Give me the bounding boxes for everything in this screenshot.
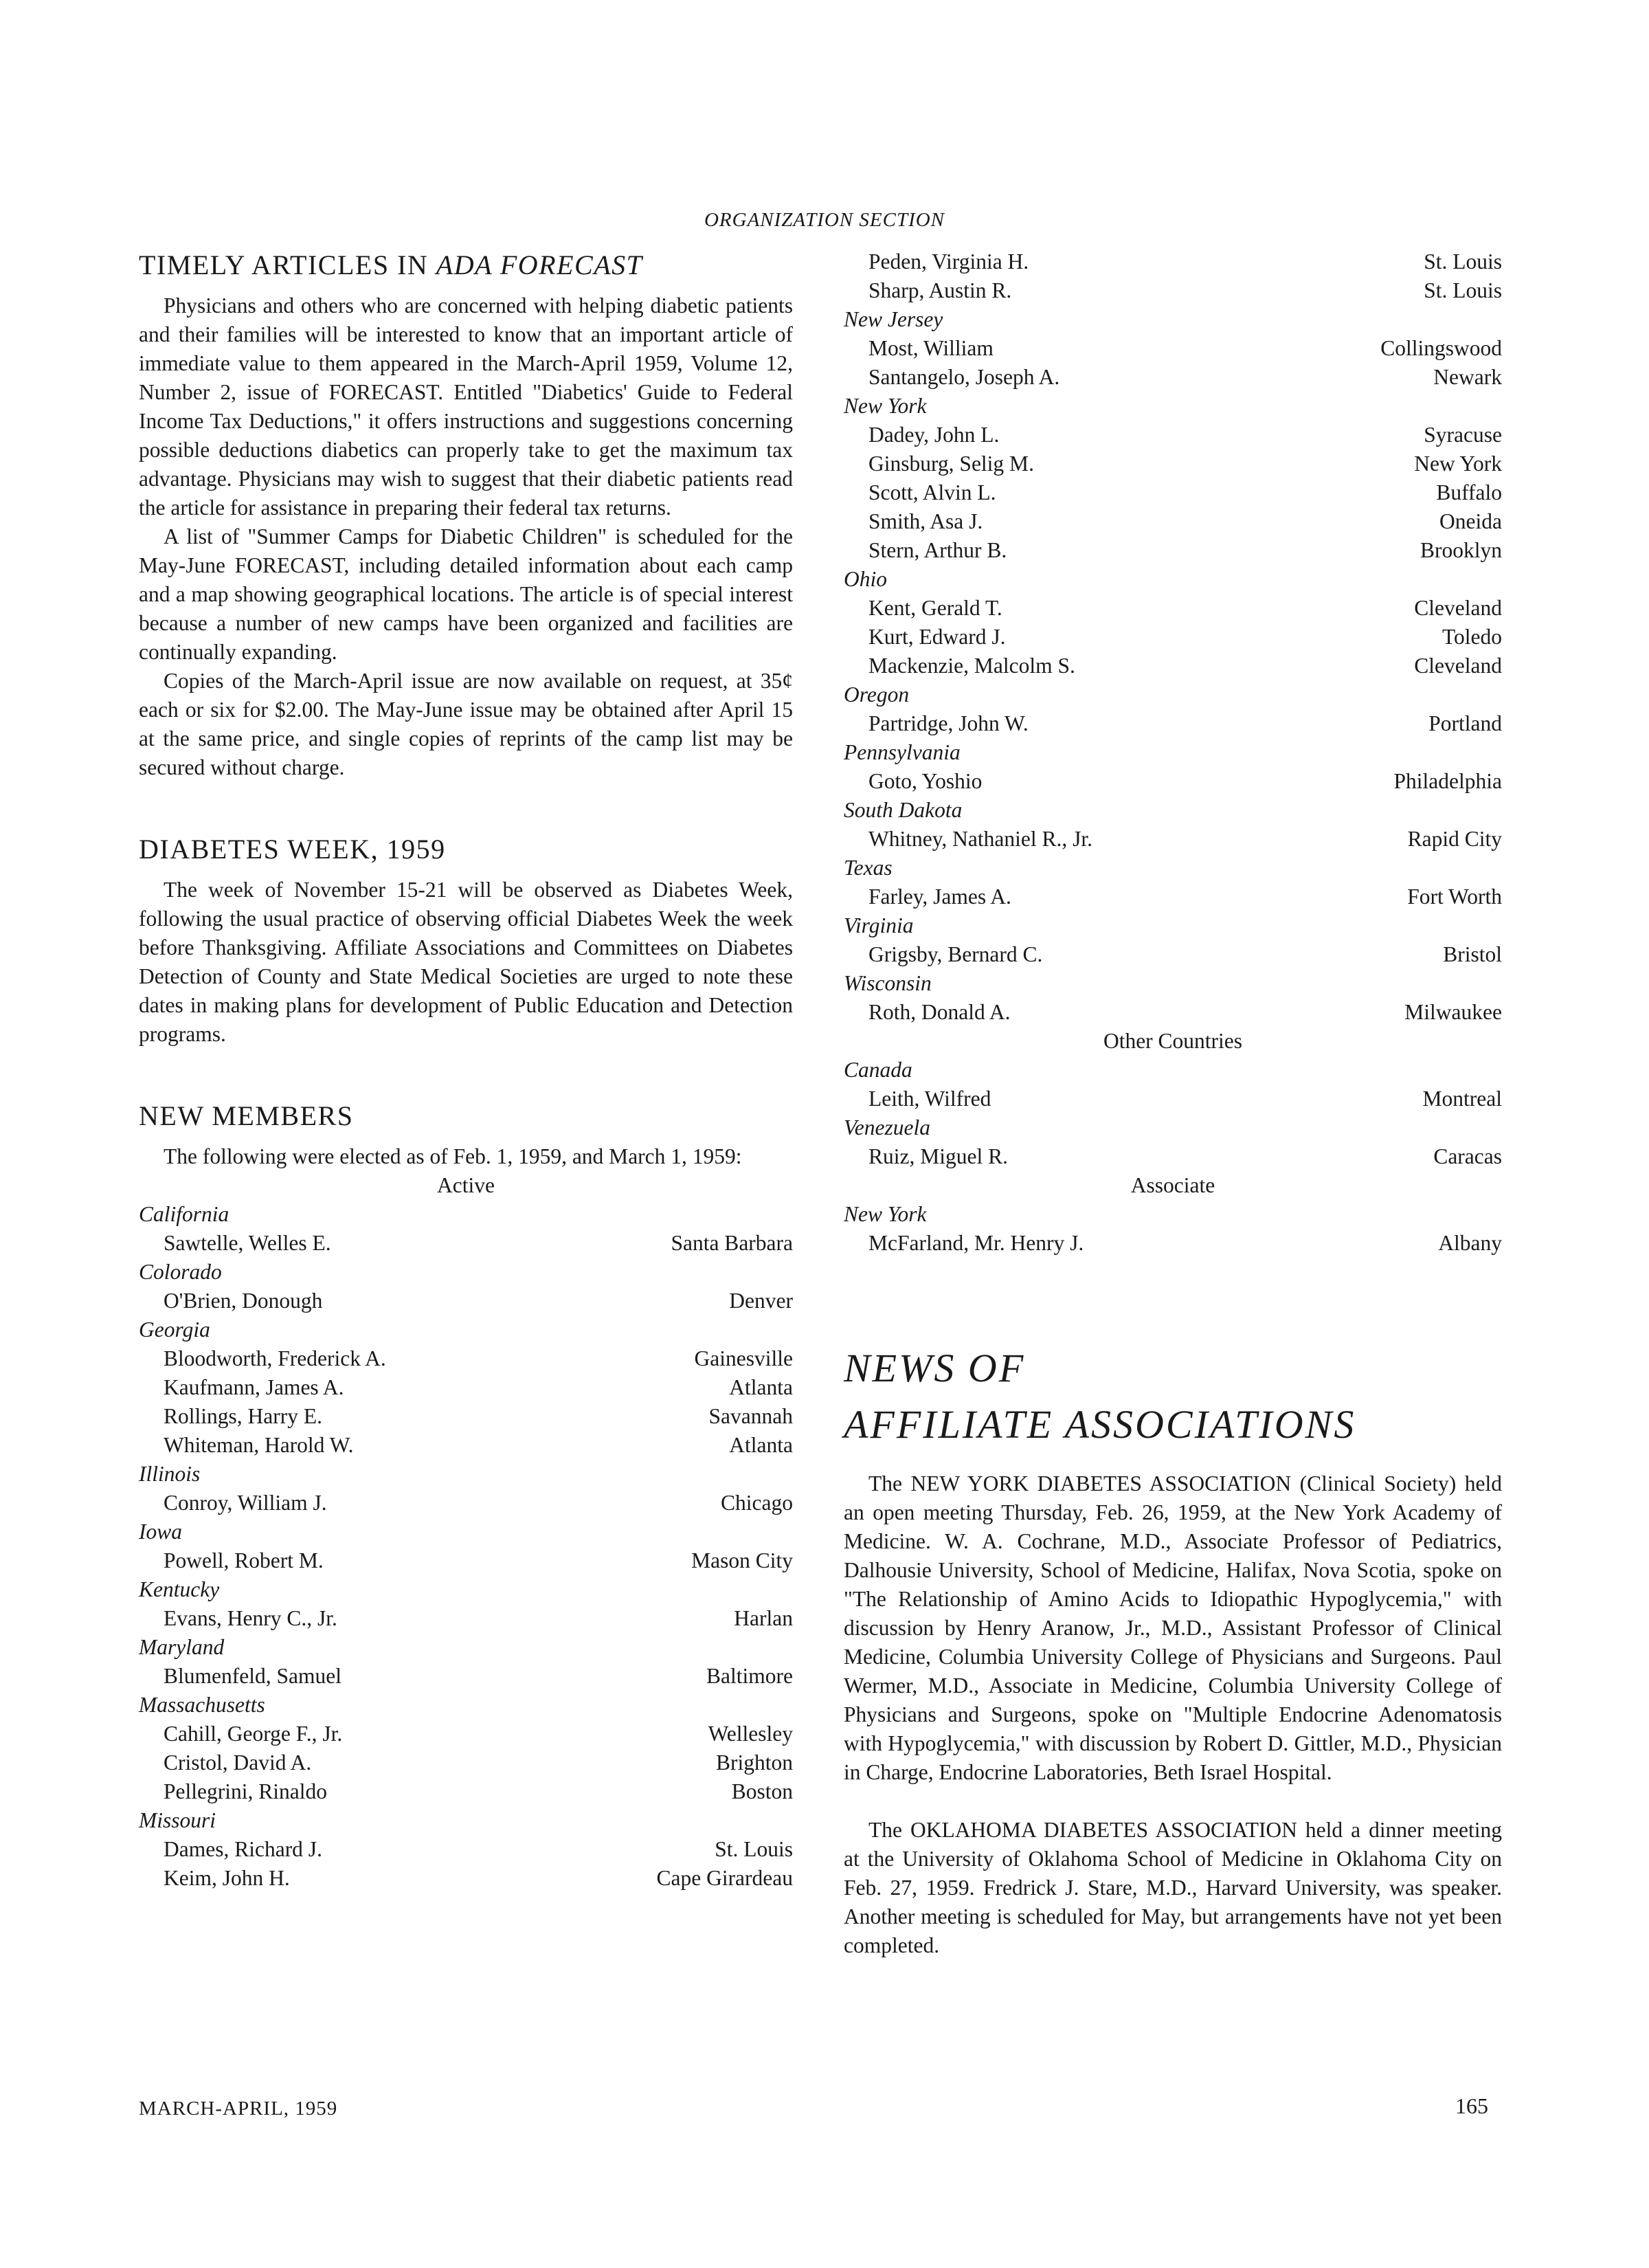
member-city: Mason City	[691, 1548, 793, 1572]
member-name: Ginsburg, Selig M.	[868, 452, 1034, 476]
member-name: Evans, Henry C., Jr.	[164, 1606, 337, 1630]
member-city: Toledo	[1442, 625, 1502, 649]
member-row	[844, 594, 1502, 623]
timely-paragraph-3: Copies of the March-April issue are now available on request, at 35¢ each or six for $2.00. The May-June issue may be obtained after April 15 at the same price, and single copies of reprints of the camp list may be secured without charge.	[139, 669, 793, 779]
member-name: Kent, Gerald T.	[868, 596, 1002, 620]
member-city: Montreal	[1422, 1087, 1502, 1111]
member-name: Partridge, John W.	[868, 711, 1029, 735]
member-row	[139, 1287, 793, 1315]
diabetes-week-paragraph: The week of November 15-21 will be observed as Diabetes Week, following the usual practice of observing official Diabetes Week the week before Thanksgiving. Affiliate Associations and Committees on Diabetes Detection of County and State Medical Societies are urged to note these dates in making plans for development of Public Education and Detection programs.	[139, 878, 793, 1046]
state-label: California	[139, 1202, 229, 1226]
member-city: St. Louis	[715, 1837, 793, 1861]
member-row	[844, 421, 1502, 449]
active-label: Active	[437, 1173, 495, 1197]
member-name: Keim, John H.	[164, 1866, 290, 1890]
member-name: Powell, Robert M.	[164, 1548, 324, 1572]
member-city: Denver	[729, 1289, 793, 1313]
state-label: Ohio	[844, 567, 887, 591]
member-city: Rapid City	[1407, 827, 1502, 851]
page-number: 165	[1455, 2093, 1488, 2118]
member-name: Cristol, David A.	[164, 1750, 312, 1775]
member-city: Santa Barbara	[671, 1231, 793, 1255]
state-label: New York	[844, 394, 927, 418]
state-label: Wisconsin	[844, 971, 932, 995]
member-row	[844, 478, 1502, 507]
state-label: Colorado	[139, 1260, 222, 1284]
state-label: Iowa	[139, 1520, 182, 1544]
member-name: Cahill, George F., Jr.	[164, 1722, 343, 1746]
timely-heading-prefix: TIMELY ARTICLES IN	[139, 249, 436, 280]
member-city: St. Louis	[1424, 249, 1502, 274]
member-city: Buffalo	[1436, 480, 1502, 504]
member-name: Farley, James A.	[868, 885, 1011, 909]
news-heading-line-2: AFFILIATE ASSOCIATIONS	[844, 1402, 1356, 1447]
state-label: Pennsylvania	[844, 740, 961, 764]
news-paragraph-2: The OKLAHOMA DIABETES ASSOCIATION held a dinner meeting at the University of Oklahoma School of Medicine in Oklahoma City on Feb. 27, 1959. Fredrick J. Stare, M.D., Harvard University, was speaker. Another meeting is scheduled for May, but arrangements have not yet been completed.	[844, 1818, 1502, 1957]
right-column	[844, 247, 1502, 1960]
member-row	[844, 998, 1502, 1027]
member-city: Cleveland	[1414, 596, 1502, 620]
member-name: Mackenzie, Malcolm S.	[868, 654, 1075, 678]
member-city: Savannah	[708, 1404, 793, 1428]
member-city: Syracuse	[1424, 423, 1502, 447]
member-name: Goto, Yoshio	[868, 769, 983, 793]
member-name: Blumenfeld, Samuel	[164, 1664, 341, 1688]
state-label: Venezuela	[844, 1115, 930, 1139]
timely-heading-italic: ADA FORECAST	[436, 249, 643, 280]
member-row	[844, 276, 1502, 305]
member-city: Philadelphia	[1393, 769, 1502, 793]
member-name: Rollings, Harry E.	[164, 1404, 322, 1428]
member-row	[139, 1835, 793, 1864]
state-label: Kentucky	[139, 1577, 220, 1601]
member-city: Gainesville	[694, 1346, 793, 1370]
timely-paragraph-1: Physicians and others who are concerned with helping diabetic patients and their families will be interested to know that an important article of immediate value to them appeared in the March-April 1959, Volume 12, Number 2, issue of FORECAST. Entitled "Diabetics' Guide to Federal Income Tax Deductions," it offers instructions and suggestions concerning possible deductions diabetics can properly take to get the maximum tax advantage. Physicians may wish to suggest that their diabetic patients read the article for assistance in preparing their federal tax returns.	[139, 293, 793, 520]
member-row	[844, 767, 1502, 796]
member-name: Leith, Wilfred	[868, 1087, 991, 1111]
member-row	[844, 363, 1502, 392]
member-name: Sharp, Austin R.	[868, 278, 1012, 302]
member-name: Most, William	[868, 336, 994, 360]
state-label: New York	[844, 1202, 927, 1226]
member-name: Peden, Virginia H.	[868, 249, 1029, 274]
state-label: Canada	[844, 1058, 912, 1082]
member-row	[139, 1604, 793, 1633]
news-paragraph-1: The NEW YORK DIABETES ASSOCIATION (Clinical Society) held an open meeting Thursday, Feb. 26, 1959, at the New York Academy of Medicine. W. A. Cochrane, M.D., Associate Professor of Pediatrics, Dalhousie University, School of Medicine, Halifax, Nova Scotia, spoke on "The Relationship of Amino Acids to Idiopathic Hypoglycemia," with discussion by Henry Aranow, Jr., M.D., Assistant Professor of Clinical Medicine, Columbia University College of Physicians and Surgeons. Paul Wermer, M.D., Associate in Medicine, Columbia University College of Physicians and Surgeons, spoke on "Multiple Endocrine Adenomatosis with Hypoglycemia," with discussion by Robert D. Gittler, M.D., Physician in Charge, Endocrine Laboratories, Beth Israel Hospital.	[844, 1471, 1502, 1784]
member-row	[139, 1864, 793, 1893]
member-name: Dames, Richard J.	[164, 1837, 322, 1861]
footer-issue: MARCH-APRIL, 1959	[139, 2098, 338, 2120]
diabetes-week-heading: DIABETES WEEK, 1959	[139, 834, 446, 865]
new-members-intro: The following were elected as of Feb. 1, 1959, and March 1, 1959:	[164, 1144, 742, 1168]
member-row	[139, 1777, 793, 1806]
state-label: Virginia	[844, 913, 914, 937]
member-group-label: Associate	[1130, 1173, 1215, 1197]
state-label: South Dakota	[844, 798, 963, 822]
state-label: Illinois	[139, 1462, 201, 1486]
member-city: Wellesley	[708, 1722, 793, 1746]
state-label: Massachusetts	[139, 1693, 265, 1717]
member-name: Whitney, Nathaniel R., Jr.	[868, 827, 1093, 851]
member-row	[139, 1229, 793, 1258]
member-name: Stern, Arthur B.	[868, 538, 1007, 562]
member-group-label: Other Countries	[1103, 1029, 1243, 1053]
member-name: Santangelo, Joseph A.	[868, 365, 1060, 389]
member-row	[844, 1085, 1502, 1113]
member-row	[844, 882, 1502, 911]
member-row	[139, 1748, 793, 1777]
member-row	[844, 1229, 1502, 1258]
member-name: Pellegrini, Rinaldo	[164, 1779, 327, 1803]
state-label: Maryland	[139, 1635, 225, 1659]
member-city: Brooklyn	[1420, 538, 1502, 562]
member-name: Roth, Donald A.	[868, 1000, 1011, 1024]
timely-paragraph-2: A list of "Summer Camps for Diabetic Children" is scheduled for the May-June FORECAST, including detailed information about each camp and a map showing geographical locations. The article is of special interest because a number of new camps have been organized and facilities are continually expanding.	[139, 524, 793, 664]
member-city: Collingswood	[1380, 336, 1502, 360]
member-city: Newark	[1433, 365, 1502, 389]
member-city: Atlanta	[729, 1375, 793, 1399]
member-row	[844, 623, 1502, 652]
state-label: Texas	[844, 856, 893, 880]
member-city: Milwaukee	[1404, 1000, 1502, 1024]
member-name: Scott, Alvin L.	[868, 480, 996, 504]
member-name: McFarland, Mr. Henry J.	[868, 1231, 1084, 1255]
news-heading-line-1: NEWS OF	[844, 1346, 1026, 1390]
member-city: Bristol	[1443, 942, 1502, 966]
member-city: Portland	[1428, 711, 1502, 735]
member-row	[844, 536, 1502, 565]
running-head: ORGANIZATION SECTION	[704, 209, 945, 231]
member-city: Fort Worth	[1407, 885, 1502, 909]
member-name: Bloodworth, Frederick A.	[164, 1346, 386, 1370]
member-city: Boston	[731, 1779, 793, 1803]
member-name: Sawtelle, Welles E.	[164, 1231, 331, 1255]
member-city: Cape Girardeau	[656, 1866, 793, 1890]
member-name: Ruiz, Miguel R.	[868, 1144, 1008, 1168]
member-name: Dadey, John L.	[868, 423, 1000, 447]
member-city: Harlan	[734, 1606, 793, 1630]
member-city: New York	[1414, 452, 1502, 476]
member-list-left	[139, 1200, 793, 1893]
member-name: Grigsby, Bernard C.	[868, 942, 1043, 966]
member-name: Kurt, Edward J.	[868, 625, 1006, 649]
member-row	[844, 247, 1502, 276]
new-members-heading: NEW MEMBERS	[139, 1100, 354, 1131]
member-row	[139, 1344, 793, 1373]
member-name: Whiteman, Harold W.	[164, 1433, 354, 1457]
state-label: Georgia	[139, 1318, 210, 1342]
member-name: O'Brien, Donough	[164, 1289, 323, 1313]
member-row	[844, 652, 1502, 680]
member-row	[139, 1546, 793, 1575]
member-name: Kaufmann, James A.	[164, 1375, 344, 1399]
member-row	[139, 1662, 793, 1691]
member-row	[844, 507, 1502, 536]
timely-articles-heading	[139, 247, 793, 283]
member-row	[139, 1720, 793, 1748]
member-city: Cleveland	[1414, 654, 1502, 678]
member-city: Atlanta	[729, 1433, 793, 1457]
member-name: Smith, Asa J.	[868, 509, 983, 533]
state-label: Oregon	[844, 682, 910, 707]
member-row	[844, 709, 1502, 738]
state-label: New Jersey	[844, 307, 943, 331]
member-row	[139, 1489, 793, 1517]
member-row	[844, 825, 1502, 854]
member-city: Albany	[1438, 1231, 1502, 1255]
member-city: St. Louis	[1424, 278, 1502, 302]
member-city: Oneida	[1439, 509, 1502, 533]
member-row	[844, 1142, 1502, 1171]
member-name: Conroy, William J.	[164, 1491, 327, 1515]
member-list-right	[844, 247, 1502, 1258]
member-city: Chicago	[721, 1491, 793, 1515]
member-row	[139, 1431, 793, 1460]
member-row	[844, 940, 1502, 969]
left-column	[139, 247, 793, 1893]
member-city: Caracas	[1433, 1144, 1502, 1168]
member-row	[844, 334, 1502, 363]
member-row	[139, 1373, 793, 1402]
member-row	[844, 449, 1502, 478]
state-label: Missouri	[139, 1808, 216, 1832]
member-city: Brighton	[715, 1750, 793, 1775]
member-row	[139, 1402, 793, 1431]
member-city: Baltimore	[706, 1664, 793, 1688]
